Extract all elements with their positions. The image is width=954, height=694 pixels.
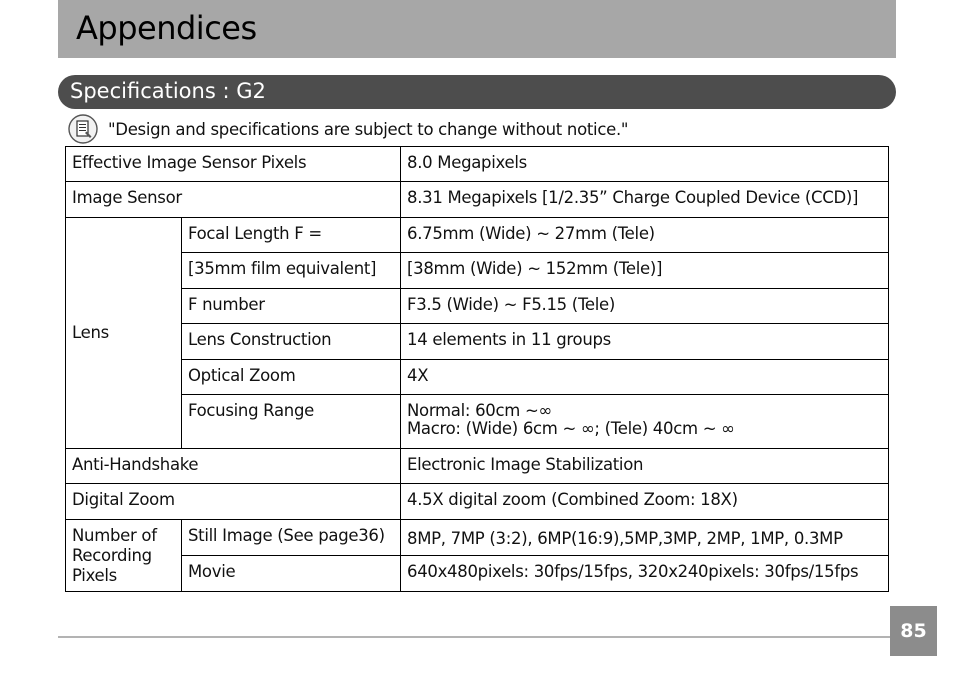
spec-label: Digital Zoom [66, 484, 401, 520]
spec-sublabel: Optical Zoom [182, 360, 401, 395]
spec-value-line: Macro: (Wide) 6cm ~ ∞; (Tele) 40cm ~ ∞ [407, 419, 735, 438]
memo-icon [68, 114, 98, 144]
table-row [66, 182, 889, 218]
spec-value: [38mm (Wide) ~ 152mm (Tele)] [401, 253, 889, 289]
page-title: Appendices [76, 9, 257, 47]
spec-value-line: Normal: 60cm ~∞ [407, 401, 552, 420]
spec-sublabel: F number [182, 289, 401, 324]
spec-sublabel: Lens Construction [182, 324, 401, 360]
spec-value: 4X [401, 360, 889, 395]
table-row [66, 324, 889, 360]
spec-label: Anti-Handshake [66, 449, 401, 484]
spec-value: 6.75mm (Wide) ~ 27mm (Tele) [401, 218, 889, 253]
spec-label: Lens [66, 218, 182, 449]
spec-sublabel: Movie [182, 556, 401, 592]
table-row [66, 218, 889, 253]
table-row [66, 147, 889, 182]
spec-value [401, 395, 889, 449]
table-row [66, 395, 889, 449]
spec-sublabel: Still Image (See page36) [182, 520, 401, 556]
table-row [66, 484, 889, 520]
section-header [58, 75, 896, 109]
spec-value: 4.5X digital zoom (Combined Zoom: 18X) [401, 484, 889, 520]
title-bar [58, 0, 896, 58]
spec-sublabel: [35mm film equivalent] [182, 253, 401, 289]
spec-label: Number of Recording Pixels [66, 520, 182, 592]
page-number: 85 [890, 606, 937, 656]
spec-table [65, 146, 889, 592]
spec-value: 14 elements in 11 groups [401, 324, 889, 360]
note [68, 114, 628, 144]
spec-value: 8.31 Megapixels [1/2.35” Charge Coupled Device (CCD)] [401, 182, 889, 218]
note-text: "Design and specifications are subject to change without notice." [108, 119, 629, 139]
table-row [66, 253, 889, 289]
table-row [66, 449, 889, 484]
spec-value: 640x480pixels: 30fps/15fps, 320x240pixels: 30fps/15fps [401, 556, 889, 592]
table-row [66, 360, 889, 395]
spec-value: F3.5 (Wide) ~ F5.15 (Tele) [401, 289, 889, 324]
spec-value: Electronic Image Stabilization [401, 449, 889, 484]
footer-divider [58, 636, 890, 638]
spec-value: 8MP, 7MP (3:2), 6MP(16:9),5MP,3MP, 2MP, 1MP, 0.3MP [401, 520, 889, 556]
spec-sublabel: Focal Length F = [182, 218, 401, 253]
spec-sublabel: Focusing Range [182, 395, 401, 449]
spec-label: Image Sensor [66, 182, 401, 218]
table-row [66, 556, 889, 592]
section-title: Specifications : G2 [70, 79, 266, 103]
table-row [66, 289, 889, 324]
table-row [66, 520, 889, 556]
spec-label: Effective Image Sensor Pixels [66, 147, 401, 182]
spec-value: 8.0 Megapixels [401, 147, 889, 182]
